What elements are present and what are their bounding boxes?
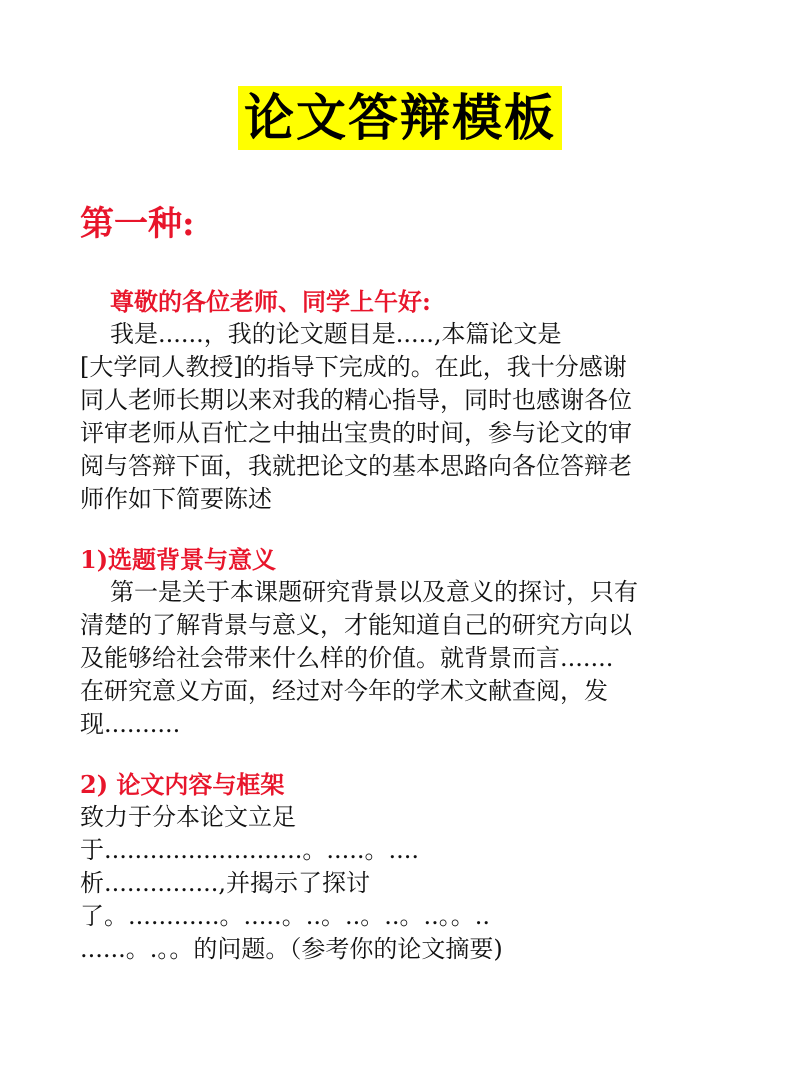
- intro-line: 评审老师从百忙之中抽出宝贵的时间，参与论文的审: [80, 419, 632, 447]
- part1-line: 及能够给社会带来什么样的价值。就背景而言.......: [80, 644, 614, 672]
- part1-heading: 1)选题背景与意义: [80, 545, 277, 574]
- intro-line: 阅与答辩下面，我就把论文的基本思路向各位答辩老: [80, 452, 632, 480]
- intro-line: 同人老师长期以来对我的精心指导，同时也感谢各位: [80, 386, 632, 414]
- part1-line: 清楚的了解背景与意义，才能知道自己的研究方向以: [80, 611, 632, 639]
- part1-line: 现..........: [80, 710, 181, 738]
- intro-line: [大学同人教授]的指导下完成的。在此，我十分感谢: [80, 353, 627, 381]
- part2-line: 致力于分本论文立足: [80, 803, 296, 831]
- page-title: 论文答辩模板: [238, 86, 562, 150]
- spacer: [80, 741, 720, 768]
- intro-line: 师作如下简要陈述: [80, 485, 272, 513]
- part1-line: 在研究意义方面，经过对今年的学术文献查阅，发: [80, 677, 608, 705]
- part2-line: 于..........................。.....。....: [80, 836, 420, 864]
- part2-line: 析...............,并揭示了探讨: [80, 869, 371, 897]
- section-heading: 第一种:: [80, 204, 195, 244]
- part2-line: 了。............。.....。..。..。..。..。。..: [80, 902, 490, 930]
- part1-line: 第一是关于本课题研究背景以及意义的探讨，只有: [110, 578, 638, 606]
- part2-line: ......。.。。的问题。（参考你的论文摘要): [80, 935, 503, 963]
- intro-line: 我是......，我的论文题目是.....,本篇论文是: [110, 320, 562, 348]
- part2-heading: 2) 论文内容与框架: [80, 770, 285, 799]
- spacer: [80, 516, 720, 543]
- title-container: [0, 86, 800, 150]
- greeting: 尊敬的各位老师、同学上午好:: [110, 287, 431, 316]
- document-body: [80, 285, 720, 966]
